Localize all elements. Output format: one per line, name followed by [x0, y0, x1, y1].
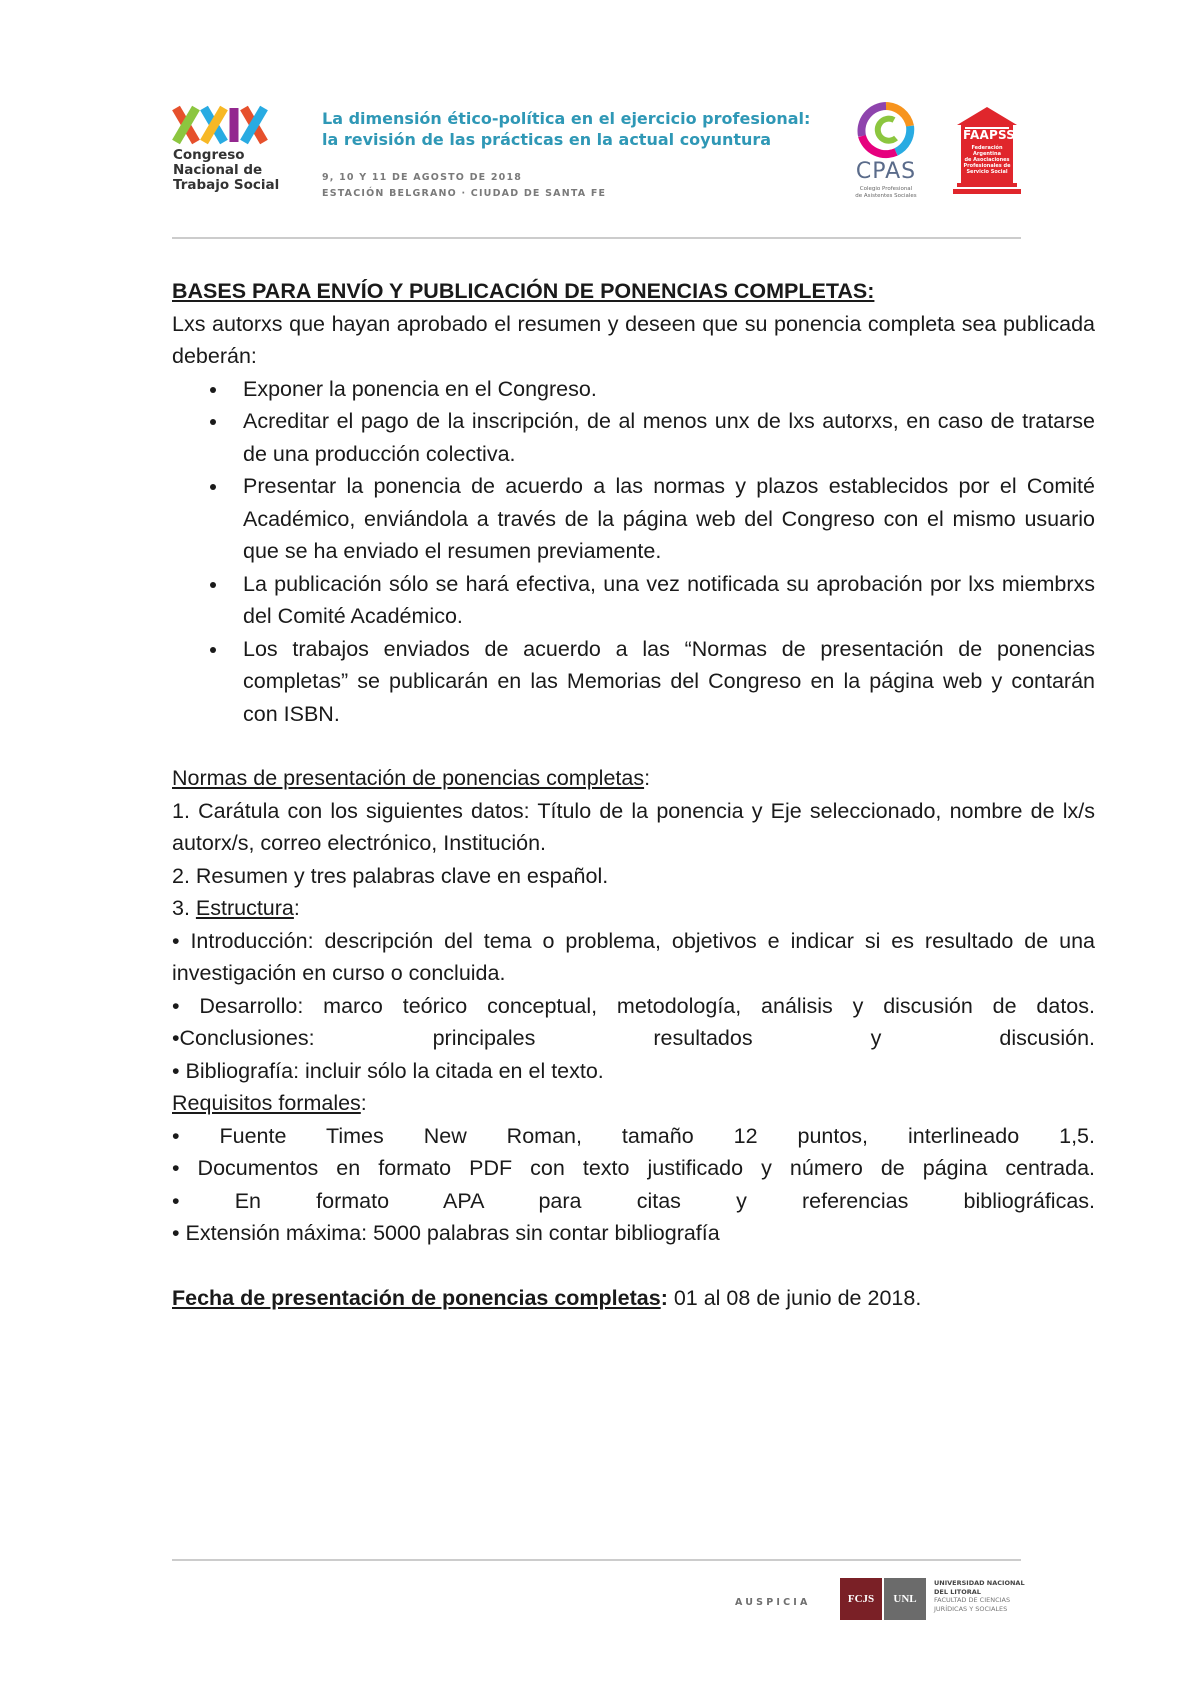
document-title: BASES PARA ENVÍO Y PUBLICACIÓN DE PONENCIAS COMPLETAS:	[172, 279, 875, 303]
deadline-value: 01 al 08 de junio de 2018.	[667, 1285, 922, 1310]
list-item-text: Acreditar el pago de la inscripción, de al menos unx de lxs autorxs, en caso de tratarse de una producción colectiva.	[243, 409, 1095, 466]
list-item-text: Los trabajos enviados de acuerdo a las “Normas de presentación de ponencias completas” se publicarán en las Memorias del Congreso en la página web y contarán con ISBN.	[243, 636, 1095, 726]
normas-heading: Normas de presentación de ponencias completas	[172, 766, 645, 790]
requisitos-heading-line	[172, 1087, 1095, 1120]
estructura-item-bibliografia: • Bibliografía: incluir sólo la citada en el texto.	[172, 1058, 604, 1083]
bullet-icon	[210, 582, 216, 588]
cpas-subtitle	[848, 186, 924, 200]
document-body	[172, 275, 1095, 1314]
unl-line-3: FACULTAD DE CIENCIAS	[934, 1596, 1011, 1604]
estructura-prefix: 3.	[172, 896, 196, 920]
fcjs-logo: FCJS	[840, 1578, 882, 1620]
cpas-subtitle-line-2: de Asistentes Sociales	[855, 193, 917, 199]
congress-dates	[322, 170, 606, 202]
cpas-logo-icon	[850, 100, 922, 162]
spacer	[172, 730, 1095, 762]
list-item	[172, 568, 1095, 633]
estructura-heading-line	[172, 892, 1095, 925]
faapss-subtitle-line-1: Federación Argentina	[971, 145, 1003, 157]
deadline-colon: :	[660, 1285, 668, 1310]
estructura-item-desarrollo: • Desarrollo: marco teórico conceptual, metodología, análisis y discusión de datos.	[172, 993, 1095, 1018]
intro-paragraph: Lxs autorxs que hayan aprobado el resumen y deseen que su ponencia completa sea publicada deberán:	[172, 311, 1095, 368]
requisitos-heading: Requisitos formales	[172, 1091, 361, 1115]
deadline-label: Fecha de presentación de ponencias completas	[172, 1285, 661, 1310]
footer-divider	[172, 1559, 1021, 1561]
dates-line-1: 9, 10 Y 11 DE AGOSTO DE 2018	[322, 172, 523, 183]
xxix-congress-logo	[172, 104, 284, 146]
congress-name	[173, 148, 313, 193]
faapss-subtitle	[963, 145, 1011, 175]
bullet-icon	[210, 419, 216, 425]
list-item	[172, 373, 1095, 406]
unl-logo: UNL	[884, 1578, 926, 1620]
cpas-name: CPAS	[855, 159, 917, 184]
bullet-icon	[210, 387, 216, 393]
estructura-heading: Estructura	[195, 896, 294, 920]
normas-item-1: 1. Carátula con los siguientes datos: Título de la ponencia y Eje seleccionado, nombre de lx/s autorx/s, correo electrónico, Institución.	[172, 798, 1095, 855]
faapss-subtitle-line-2: de Asociaciones	[964, 157, 1010, 163]
faapss-subtitle-line-4: Servicio Social	[966, 169, 1008, 175]
dates-line-2: ESTACIÓN BELGRANO · CIUDAD DE SANTA FE	[322, 188, 607, 199]
estructura-item-introduccion: • Introducción: descripción del tema o problema, objetivos e indicar si es resultado de una investigación en curso o concluida.	[172, 928, 1095, 985]
list-item	[172, 470, 1095, 568]
congress-name-line-3: Trabajo Social	[173, 177, 280, 193]
letterhead	[0, 0, 1191, 240]
congress-name-line-1: Congreso	[173, 147, 245, 163]
estructura-colon: :	[293, 896, 300, 920]
unl-line-2: DEL LITORAL	[934, 1587, 981, 1596]
estructura-item-conclusiones: •Conclusiones: principales resultados y discusión.	[172, 1026, 1095, 1050]
theme-line-2: la revisión de las prácticas en la actual coyuntura	[322, 130, 772, 149]
unl-line-1: UNIVERSIDAD NACIONAL	[934, 1579, 1025, 1587]
requisitos-item-fuente: • Fuente Times New Roman, tamaño 12 puntos, interlineado 1,5.	[172, 1123, 1095, 1148]
normas-colon: :	[644, 766, 651, 790]
list-item-text: Presentar la ponencia de acuerdo a las normas y plazos establecidos por el Comité Académico, enviándola a través de la página web del Congreso con el mismo usuario que se ha enviado el resumen previamente.	[243, 474, 1095, 563]
list-item-text: Exponer la ponencia en el Congreso.	[243, 376, 597, 401]
faapss-name: FAAPSS	[963, 128, 1016, 142]
normas-item-2: 2. Resumen y tres palabras clave en español.	[172, 863, 609, 888]
bullet-icon	[210, 647, 216, 653]
list-item-text: La publicación sólo se hará efectiva, una vez notificada su aprobación por lxs miembrxs del Comité Académico.	[243, 571, 1095, 628]
congress-name-line-2: Nacional de	[173, 162, 263, 178]
theme-line-1: La dimensión ético-política en el ejercicio profesional:	[322, 109, 811, 128]
requisitos-item-extension: • Extensión máxima: 5000 palabras sin contar bibliografía	[172, 1221, 720, 1245]
header-divider	[172, 237, 1021, 239]
bullet-icon	[210, 484, 216, 490]
normas-heading-line	[172, 762, 1095, 795]
deadline-line	[172, 1282, 1095, 1315]
unl-institution-name	[934, 1579, 1025, 1613]
congress-theme	[322, 108, 810, 150]
cpas-subtitle-line-1: Colegio Profesional	[859, 186, 913, 192]
requirements-list	[172, 373, 1095, 731]
list-item	[172, 405, 1095, 470]
requisitos-item-apa: • En formato APA para citas y referencias bibliográficas.	[172, 1188, 1095, 1213]
requisitos-item-formato-pdf: • Documentos en formato PDF con texto justificado y número de página centrada.	[172, 1156, 1095, 1180]
list-item	[172, 633, 1095, 731]
unl-line-4: JURÍDICAS Y SOCIALES	[934, 1604, 1008, 1613]
requisitos-colon: :	[360, 1091, 367, 1115]
faapss-subtitle-line-3: Profesionales de	[963, 163, 1011, 169]
auspicia-label: AUSPICIA	[735, 1597, 811, 1608]
spacer	[172, 1250, 1095, 1282]
